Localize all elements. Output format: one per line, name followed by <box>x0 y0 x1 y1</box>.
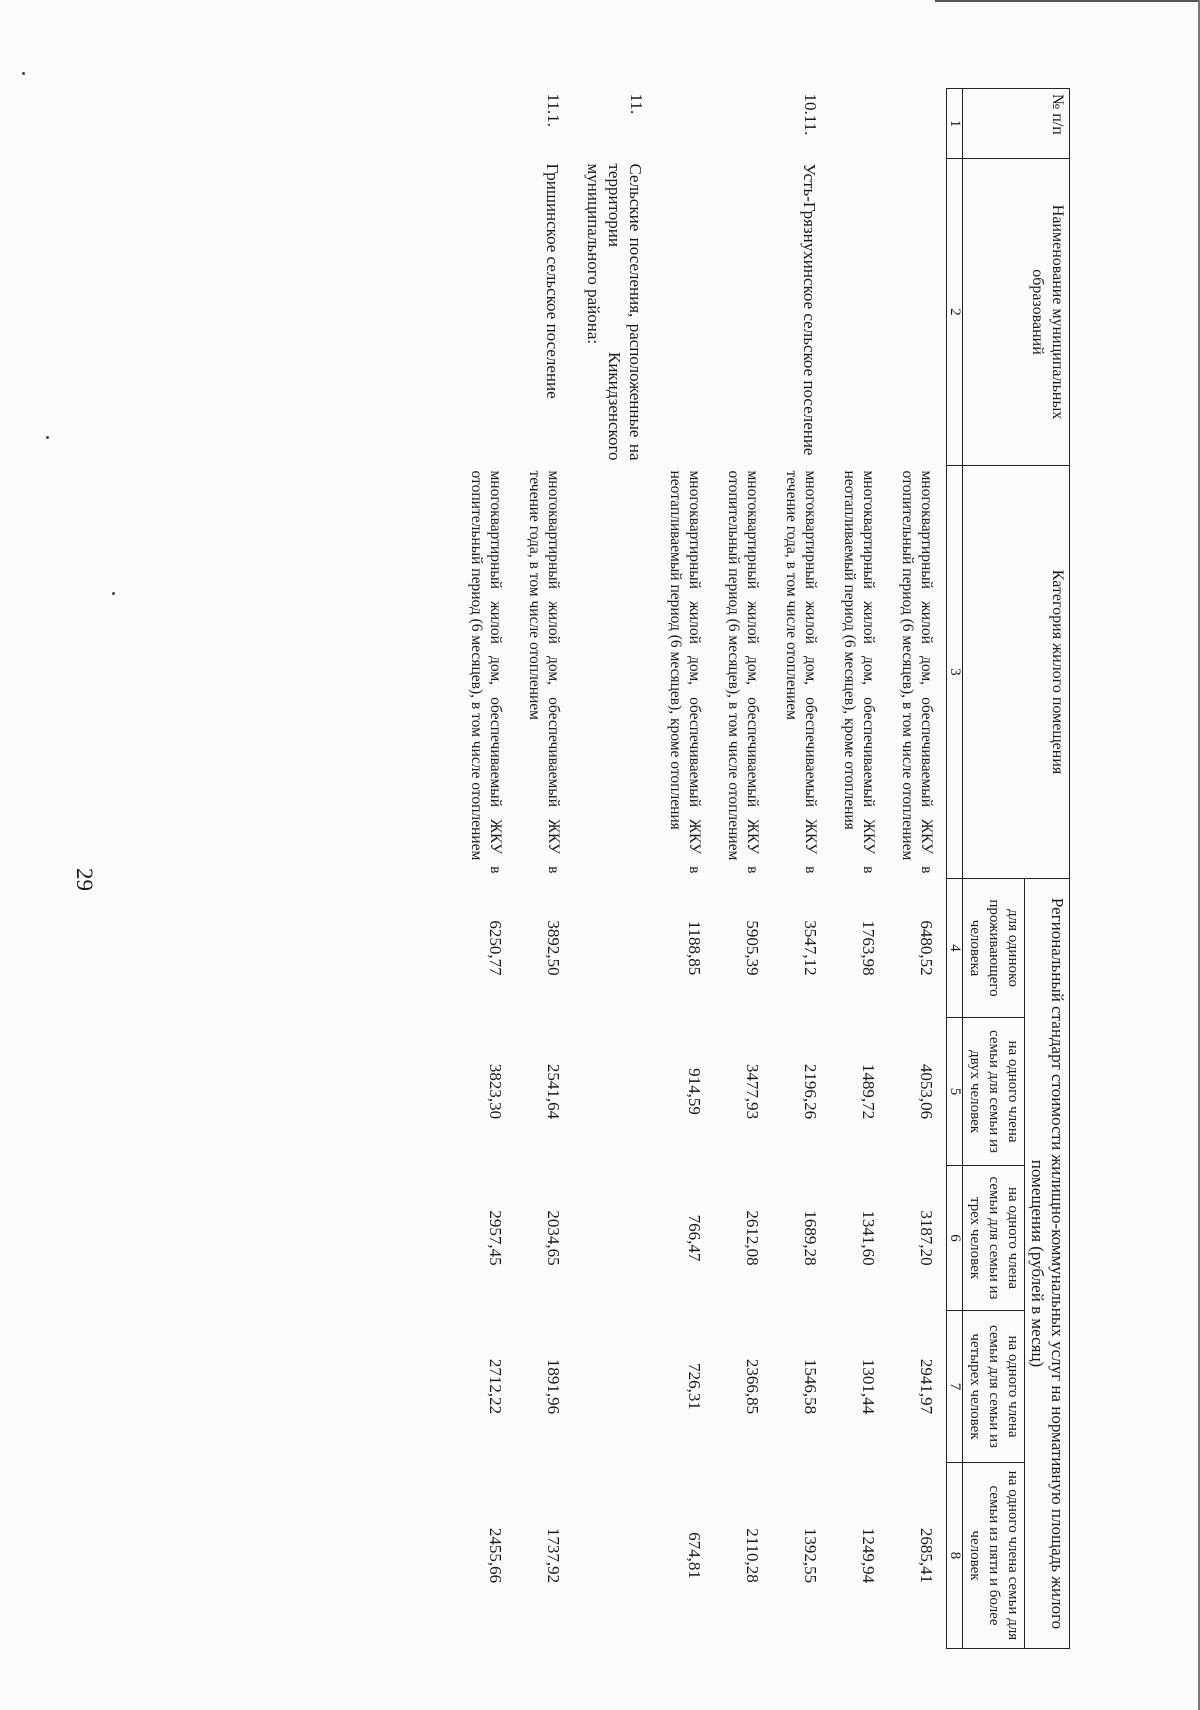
rotated-page <box>145 88 1070 1648</box>
row-municipality <box>830 159 888 466</box>
value-family-4: 1546,58 <box>801 1358 820 1415</box>
row-no: 11. <box>627 93 646 115</box>
header-category: Категория жилого помещения <box>963 466 1070 879</box>
value-family-5: 2455,66 <box>486 1527 505 1584</box>
value-family-2: 2541,64 <box>544 1063 563 1120</box>
column-index: 1 <box>947 89 963 159</box>
value-family-4 <box>573 1311 656 1463</box>
row-municipality: Усть-Грязнухинское сельское поселение <box>800 163 819 456</box>
scan-speck <box>46 436 49 439</box>
value-family-2: 4053,06 <box>917 1063 936 1120</box>
value-family-4: 2941,97 <box>917 1358 936 1415</box>
table-row <box>772 89 830 1649</box>
header-family-4: на одного члена семьи для семьи из четырех человек <box>963 1311 1025 1463</box>
value-family-5: 1737,92 <box>544 1527 563 1584</box>
value-family-2: 3477,93 <box>743 1063 762 1120</box>
value-family-2: 3823,30 <box>486 1063 505 1120</box>
value-single: 6250,77 <box>486 920 505 976</box>
value-family-4: 1891,96 <box>544 1358 563 1415</box>
header-standard-group: Региональный стандарт стоимости жилищно-коммунальных услуг на нормативную площадь жилого помещения (рублей в месяц) <box>1025 879 1070 1649</box>
row-municipality: Сельские поселения, расположенные на территории Кикидзенского муниципального района: <box>584 163 645 461</box>
row-municipality <box>888 159 947 466</box>
row-category <box>573 466 656 879</box>
header-municipality: Наименование муниципальных образований <box>963 159 1070 466</box>
column-index: 6 <box>947 1166 963 1311</box>
value-family-5: 674,81 <box>685 1532 704 1579</box>
value-single: 3547,12 <box>801 920 820 976</box>
header-single: для одиноко проживающего человека <box>963 879 1025 1018</box>
value-single: 1763,98 <box>859 920 878 976</box>
value-family-4: 2366,85 <box>743 1358 762 1415</box>
value-family-3: 1689,28 <box>801 1210 820 1266</box>
row-category: многоквартирный жилой дом, обеспечиваемый ЖКУ в отопительный период (6 месяцев), в том числе отоплением <box>468 470 504 874</box>
row-municipality <box>714 159 772 466</box>
value-family-2: 1489,72 <box>859 1063 878 1120</box>
column-index: 7 <box>947 1311 963 1463</box>
table-row <box>714 89 772 1649</box>
column-index: 4 <box>947 879 963 1018</box>
value-family-4: 726,31 <box>685 1363 704 1410</box>
value-single: 3892,50 <box>544 920 563 976</box>
row-no <box>830 89 888 159</box>
row-no <box>714 89 772 159</box>
column-index-row <box>947 89 963 1649</box>
value-family-3: 2957,45 <box>486 1210 505 1266</box>
scan-edge-top <box>935 0 1200 2</box>
value-family-2: 914,59 <box>685 1068 704 1115</box>
value-family-3: 1341,60 <box>859 1210 878 1266</box>
scan-speck <box>22 72 25 75</box>
row-category: многоквартирный жилой дом, обеспечиваемый ЖКУ в отопительный период (6 месяцев), в том числе отоплением <box>899 470 935 874</box>
header-family-5: на одного члена семьи для семьи из пяти и более человек <box>963 1463 1025 1649</box>
value-single: 5905,39 <box>743 920 762 976</box>
column-index: 8 <box>947 1463 963 1649</box>
value-family-4: 1301,44 <box>859 1358 878 1415</box>
row-no: 11.1. <box>544 93 563 127</box>
row-category: многоквартирный жилой дом, обеспечиваемый ЖКУ в течение года, в том числе отоплением <box>526 470 562 874</box>
header-family-3: на одного члена семьи для семьи из трех человек <box>963 1166 1025 1311</box>
value-family-5: 2110,28 <box>743 1528 762 1583</box>
column-index: 5 <box>947 1018 963 1166</box>
row-category: многоквартирный жилой дом, обеспечиваемый ЖКУ в отопительный период (6 месяцев), в том числе отоплением <box>725 470 761 874</box>
table-row <box>656 89 714 1649</box>
page-number: 29 <box>72 868 97 891</box>
row-municipality <box>656 159 714 466</box>
column-index: 3 <box>947 466 963 879</box>
value-family-3: 3187,20 <box>917 1210 936 1266</box>
value-family-5: 2685,41 <box>917 1527 936 1584</box>
table-row <box>573 89 656 1649</box>
value-single <box>573 879 656 1018</box>
row-municipality: Гришинское сельское поселение <box>543 163 562 399</box>
row-category: многоквартирный жилой дом, обеспечиваемый ЖКУ в течение года, в том числе отоплением <box>783 470 819 874</box>
value-family-4: 2712,22 <box>486 1358 505 1415</box>
table-row <box>457 89 515 1649</box>
row-no: 10.11. <box>801 93 820 136</box>
value-family-5: 1392,55 <box>801 1527 820 1584</box>
value-family-5 <box>573 1463 656 1649</box>
value-family-5: 1249,94 <box>859 1527 878 1584</box>
row-no <box>656 89 714 159</box>
table-row <box>515 89 573 1649</box>
value-family-3: 2612,08 <box>743 1210 762 1266</box>
table-row <box>830 89 888 1649</box>
value-family-2 <box>573 1018 656 1166</box>
scan-speck <box>112 592 115 595</box>
column-index: 2 <box>947 159 963 466</box>
value-family-3: 766,47 <box>685 1214 704 1262</box>
value-family-3: 2034,65 <box>544 1210 563 1266</box>
row-no <box>888 89 947 159</box>
standards-table <box>457 88 1070 1649</box>
value-family-2: 2196,26 <box>801 1063 820 1120</box>
row-municipality <box>457 159 515 466</box>
row-category: многоквартирный жилой дом, обеспечиваемый ЖКУ в неотапливаемый период (6 месяцев), кроме отопления <box>841 470 877 874</box>
value-single: 1188,85 <box>685 920 704 976</box>
header-no: № п/п <box>963 89 1070 159</box>
table-row <box>888 89 947 1649</box>
value-family-3 <box>573 1166 656 1311</box>
header-family-2: на одного члена семьи для семьи из двух человек <box>963 1018 1025 1166</box>
value-single: 6480,52 <box>917 920 936 976</box>
row-no <box>457 89 515 159</box>
row-category: многоквартирный жилой дом, обеспечиваемый ЖКУ в неотапливаемый период (6 месяцев), кроме отопления <box>667 470 703 874</box>
